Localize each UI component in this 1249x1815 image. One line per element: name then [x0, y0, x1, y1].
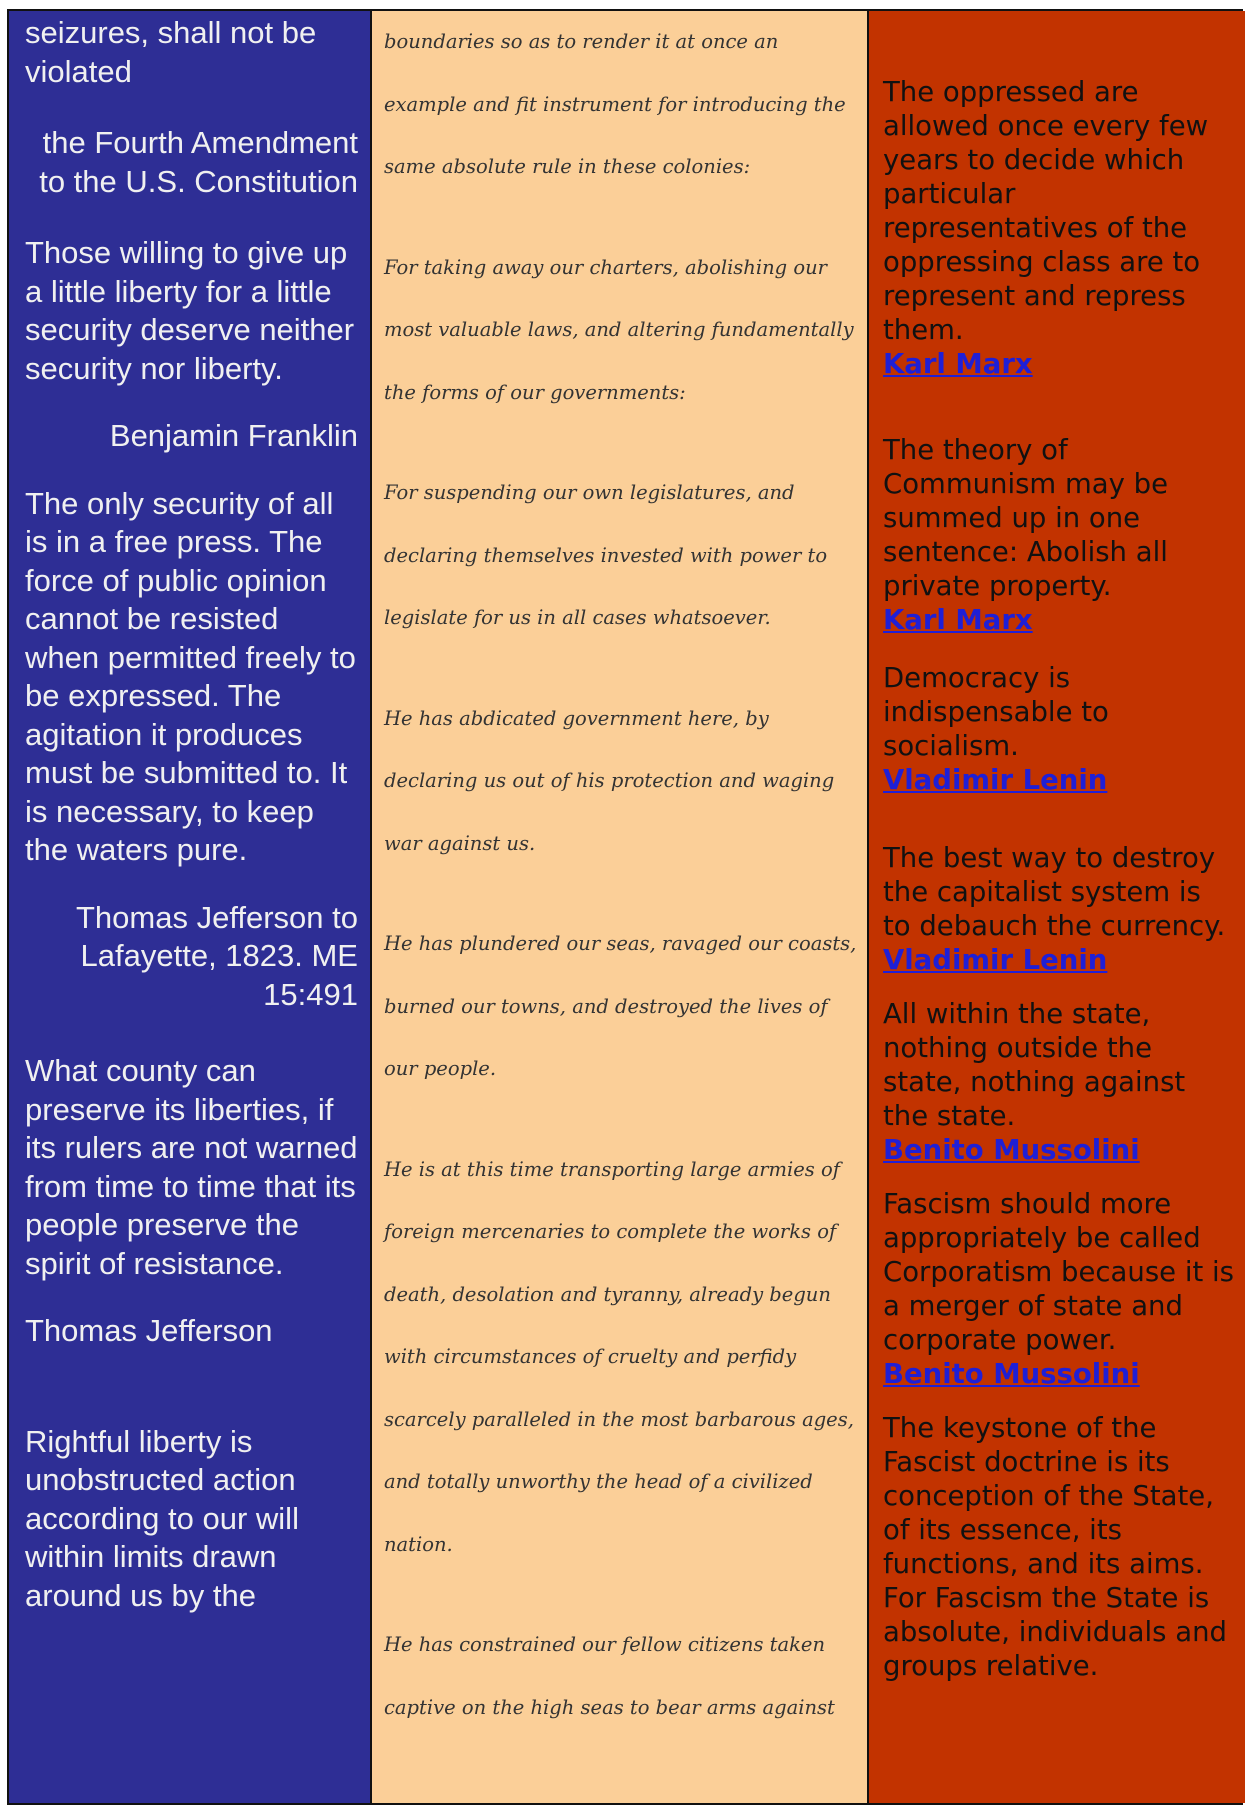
quote-text: All within the state, nothing outside the state, nothing against the state.: [883, 998, 1186, 1132]
declaration-paragraph: He has plundered our seas, ravaged our coasts, burned our towns, and destroyed the lives of our people.: [384, 932, 857, 1080]
quote-author: the Fourth Amendment to the U.S. Constitution: [39, 125, 358, 199]
quote-text: What county can preserve its liberties, if its rulers are not warned from time to time that its people preserve the spirit of resistance.: [25, 1053, 358, 1281]
quote-author: Benjamin Franklin: [109, 418, 358, 453]
totalitarian-quotes-column: [869, 11, 1245, 1803]
quote-text: The oppressed are allowed once every few years to decide which particular representatives of the oppressing class are to represent and repress them.: [883, 76, 1209, 346]
quote-author: Thomas Jefferson: [25, 1313, 273, 1348]
declaration-paragraph: For taking away our charters, abolishing our most valuable laws, and altering fundamentally the forms of our governments:: [384, 255, 854, 404]
author-link-benito-mussolini[interactable]: Benito Mussolini: [883, 1358, 1140, 1390]
author-link-karl-marx[interactable]: Karl Marx: [883, 348, 1033, 380]
declaration-paragraph: For suspending our own legislatures, and declaring themselves invested with power to legislate for us in all cases whatsoever.: [384, 481, 828, 629]
quote-text: The only security of all is in a free press. The force of public opinion cannot be resisted when permitted freely to be expressed. The agitation it produces must be submitted to. It is necessary, to keep the waters pure.: [25, 485, 356, 867]
declaration-excerpt-column: [372, 11, 869, 1803]
liberty-quotes-column: [9, 11, 372, 1803]
quote-text: Rightful liberty is unobstructed action according to our will within limits drawn around us by the: [25, 1423, 299, 1613]
quote-text: Fascism should more appropriately be called Corporatism because it is a merger of state and corporate power.: [883, 1188, 1234, 1356]
author-link-vladimir-lenin[interactable]: Vladimir Lenin: [883, 944, 1108, 976]
declaration-paragraph: He has abdicated government here, by declaring us out of his protection and waging war against us.: [384, 706, 835, 855]
quote-author: Thomas Jefferson to Lafayette, 1823. ME 15:491: [75, 899, 358, 1012]
three-column-table: [7, 9, 1243, 1805]
quote-text: The theory of Communism may be summed up in one sentence: Abolish all private property.: [883, 434, 1168, 602]
quote-text: Those willing to give up a little liberty for a little security deserve neither security nor liberty.: [25, 235, 355, 386]
declaration-paragraph: He has constrained our fellow citizens taken captive on the high seas to bear arms against: [384, 1633, 835, 1719]
author-link-karl-marx[interactable]: Karl Marx: [883, 604, 1033, 636]
quote-text: The keystone of the Fascist doctrine is its conception of the State, of its essence, its functions, and its aims. For Fascism the State is absolute, individuals and groups relative.: [883, 1412, 1227, 1682]
quote-text: seizures, shall not be violated: [25, 15, 317, 89]
author-link-benito-mussolini[interactable]: Benito Mussolini: [883, 1134, 1140, 1166]
author-link-vladimir-lenin[interactable]: Vladimir Lenin: [883, 764, 1108, 796]
declaration-paragraph: He is at this time transporting large armies of foreign mercenaries to complete the works of death, desolation and tyranny, already begun with circumstances of cruelty and perfidy scarcely paralleled in the most barbarous ages, and totally unworthy the head of a civilized nation.: [384, 1157, 854, 1556]
quote-text: Democracy is indispensable to socialism.: [883, 662, 1109, 762]
declaration-paragraph: boundaries so as to render it at once an example and fit instrument for introducing the same absolute rule in these colonies:: [384, 30, 846, 178]
quote-text: The best way to destroy the capitalist system is to debauch the currency.: [883, 842, 1226, 942]
